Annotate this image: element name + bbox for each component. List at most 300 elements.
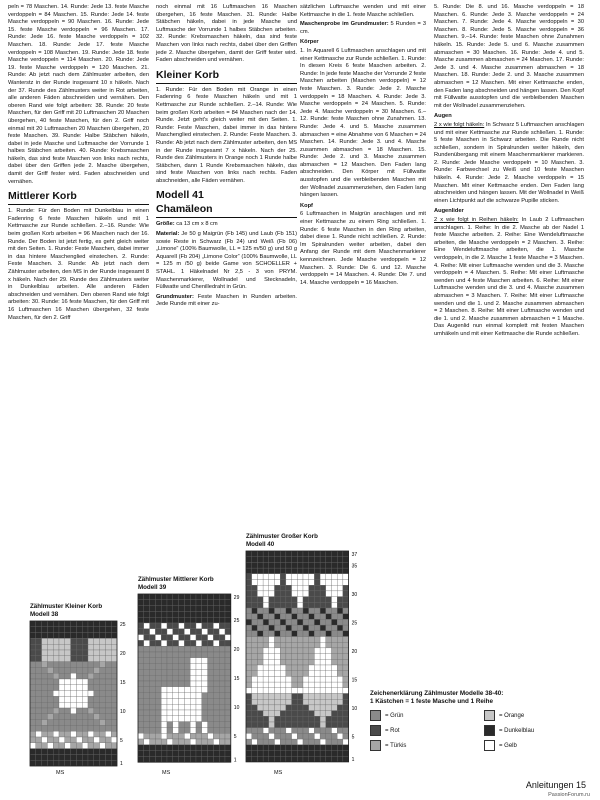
- chart-small-cell: [53, 749, 59, 755]
- chart-small-cell: [105, 650, 111, 656]
- chart-large-cell: [263, 591, 269, 597]
- chart-large-cell: [269, 648, 275, 654]
- chart-large-cell: [269, 671, 275, 677]
- chart-medium-cell: [155, 623, 161, 629]
- chart-large-cell: [286, 568, 292, 574]
- chart-small-cell: [76, 708, 82, 714]
- chart-large-cell: [332, 631, 338, 637]
- chart-medium-cell: [150, 594, 156, 600]
- chart-small-cell: [82, 760, 88, 766]
- chart-medium-cell: [167, 722, 173, 728]
- chart-small-cell: [59, 743, 65, 749]
- chart-small-cell: [47, 662, 53, 668]
- chart-medium-cell: [167, 745, 173, 751]
- chart-medium-cell: [150, 600, 156, 606]
- chart-large-cell: [326, 699, 332, 705]
- chart-medium-row-tick: 25: [233, 618, 240, 625]
- chart-large-cell: [280, 631, 286, 637]
- chart-large-cell: [303, 665, 309, 671]
- chart-large-cell: [332, 642, 338, 648]
- gauge-text: Maschenprobe im Grundmuster: 5 Runden = 3 cm.: [300, 21, 426, 35]
- chart-medium-cell: [167, 611, 173, 617]
- chart-medium-cell: [225, 640, 231, 646]
- chart-large-cell: [303, 602, 309, 608]
- chart-medium-cell: [138, 739, 144, 745]
- chart-small-cell: [53, 621, 59, 627]
- chart-medium-cell: [208, 652, 214, 658]
- chart-small-cell: [59, 749, 65, 755]
- chart-medium-cell: [150, 629, 156, 635]
- chart-large-cell: [303, 751, 309, 757]
- chart-large-cell: [246, 756, 252, 762]
- chart-medium-cell: [167, 669, 173, 675]
- chart-medium-cell: [219, 751, 225, 757]
- chart-large-cell: [297, 682, 303, 688]
- chart-small-cell: [94, 708, 100, 714]
- chart-medium-cell: [184, 635, 190, 641]
- chart-large-cell: [314, 659, 320, 665]
- chart-large-cell: [332, 597, 338, 603]
- chart-medium-cell: [213, 669, 219, 675]
- chart-medium-cell: [179, 710, 185, 716]
- chart-medium-cell: [167, 751, 173, 757]
- chart-large-cell: [280, 585, 286, 591]
- chart-medium-cell: [144, 716, 150, 722]
- chart-medium-cell: [196, 611, 202, 617]
- chart-large-cell: [252, 722, 258, 728]
- chart-small-cell: [30, 702, 36, 708]
- chart-medium-cell: [150, 623, 156, 629]
- chart-large-cell: [343, 676, 349, 682]
- chart-medium-cell: [179, 751, 185, 757]
- chart-large-cell: [332, 659, 338, 665]
- chart-large-cell: [275, 574, 281, 580]
- chart-medium-cell: [213, 594, 219, 600]
- chart-medium-cell: [190, 733, 196, 739]
- chart-medium-cell: [155, 646, 161, 652]
- chart-large-cell: [343, 699, 349, 705]
- chart-large-cell: [252, 637, 258, 643]
- pattern-continued-text: sätzlichen Luftmasche wenden und mit einer Kettmasche in die 1. feste Masche schließen.: [300, 4, 426, 18]
- footer-label: Anleitungen: [525, 780, 574, 790]
- chart-large-cell: [309, 756, 315, 762]
- chart-small-cell: [100, 691, 106, 697]
- chart-large-cell: [314, 756, 320, 762]
- chart-small-cell: [36, 638, 42, 644]
- chart-medium-cell: [179, 658, 185, 664]
- chart-medium-cell: [179, 611, 185, 617]
- chart-large-cell: [280, 608, 286, 614]
- chart-medium-cell: [208, 681, 214, 687]
- chart-large-cell: [257, 654, 263, 660]
- chart-large-cell: [337, 671, 343, 677]
- chart-small-cell: [65, 696, 71, 702]
- chart-small-title: Zählmuster Kleiner Korb Modell 38: [30, 603, 103, 618]
- chart-large-cell: [309, 659, 315, 665]
- chart-large-cell: [275, 756, 281, 762]
- chart-large-cell: [286, 705, 292, 711]
- chart-medium-cell: [196, 745, 202, 751]
- chart-large-cell: [263, 659, 269, 665]
- chart-small-cell: [100, 656, 106, 662]
- chart-small-cell: [59, 650, 65, 656]
- chart-large-cell: [275, 728, 281, 734]
- chart-large-cell: [286, 699, 292, 705]
- chart-small-cell: [42, 754, 48, 760]
- chart-medium-cell: [179, 669, 185, 675]
- chart-large-cell: [297, 614, 303, 620]
- chart-small-cell: [30, 696, 36, 702]
- chart-medium-cell: [173, 658, 179, 664]
- chart-medium-cell: [155, 600, 161, 606]
- chart-medium-cell: [184, 623, 190, 629]
- chart-large-cell: [263, 619, 269, 625]
- chart-large-cell: [280, 580, 286, 586]
- chart-large-cell: [263, 585, 269, 591]
- chart-medium-cell: [219, 664, 225, 670]
- chart-medium-cell: [144, 635, 150, 641]
- chart-medium-cell: [190, 664, 196, 670]
- chart-large-cell: [337, 654, 343, 660]
- chart-medium-cell: [179, 739, 185, 745]
- chart-large-cell: [314, 694, 320, 700]
- chart-large-cell: [326, 654, 332, 660]
- chart-large-cell: [275, 580, 281, 586]
- column-2: [156, 4, 297, 311]
- chart-large-cell: [326, 671, 332, 677]
- chart-medium-cell: [208, 617, 214, 623]
- chart-large-cell: [320, 728, 326, 734]
- chart-small-cell: [42, 720, 48, 726]
- chart-large-cell: [326, 591, 332, 597]
- chart-medium-cell: [213, 722, 219, 728]
- chart-medium-cell: [225, 606, 231, 612]
- chart-large-cell: [275, 585, 281, 591]
- chart-medium-cell: [144, 594, 150, 600]
- chart-large-cell: [303, 728, 309, 734]
- chart-medium-cell: [190, 739, 196, 745]
- chart-small-cell: [105, 696, 111, 702]
- chart-large-basket: [246, 533, 318, 548]
- chart-small-cell: [111, 667, 117, 673]
- chart-small-cell: [36, 702, 42, 708]
- chart-large-cell: [275, 676, 281, 682]
- chart-medium-cell: [202, 675, 208, 681]
- chart-small-cell: [53, 737, 59, 743]
- chart-medium-cell: [213, 646, 219, 652]
- chart-large-cell: [314, 619, 320, 625]
- chart-large-cell: [343, 756, 349, 762]
- chart-medium-cell: [155, 756, 161, 762]
- chart-medium-cell: [150, 640, 156, 646]
- chart-small-cell: [94, 638, 100, 644]
- chart-small-cell: [105, 760, 111, 766]
- chart-large-cell: [297, 705, 303, 711]
- chart-small-cell: [94, 673, 100, 679]
- chart-large-cell: [292, 568, 298, 574]
- chart-small-cell: [88, 638, 94, 644]
- chart-small-cell: [71, 662, 77, 668]
- detail-pattern: Grundmuster: Feste Maschen in Runden arbeiten. Jede Runde mit einer zu-: [156, 293, 297, 308]
- chart-large-cell: [280, 659, 286, 665]
- chart-large-cell: [337, 676, 343, 682]
- chart-medium-cell: [208, 658, 214, 664]
- chart-medium-cell: [213, 652, 219, 658]
- chart-large-cell: [263, 654, 269, 660]
- chart-small-cell: [47, 720, 53, 726]
- body-instructions: 1. In Aquarell 6 Luftmaschen anschlagen und mit einer Kettmasche zur Runde schließen. 1. Runde: In diesen Kreis 6 feste Maschen arbeiten. 2. Runde: In jede feste Masche der Vorrunde 2 feste Maschen arbeiten (Maschen verdoppeln) = 12 feste Maschen. 3. Runde: Jede 2. Masche verdoppeln = 18 Maschen. 4. Runde: Jede 3. Masche verdoppeln = 24 Maschen. 5. Runde: Jede 4. Masche verdoppeln = 30 Maschen. 6.–12. Runde: feste Maschen ohne Zunahmen. 13. Runde: Jede 4. und 5. Masche zusammen abmaschen = eine Abnahme von 6 Maschen = 24 Maschen. 14. Runde: Jede 3. und 4. Masche zusammen abmaschen = 18 Maschen. 15. Runde: Jede 2. und 3. Masche zusammen abmaschen = 12 Maschen. Den Faden lang abschneiden. Den Körper mit Füllwatte ausstopfen und die verbleibenden Maschen mit der Wollnadel zusammenziehen, den Faden lang hängen lassen.: [300, 47, 426, 199]
- page-footer: [526, 780, 586, 790]
- chart-small-cell: [94, 696, 100, 702]
- chart-large-cell: [297, 557, 303, 563]
- chart-large-cell: [343, 642, 349, 648]
- chart-large-cell: [326, 602, 332, 608]
- chart-medium-cell: [190, 617, 196, 623]
- chart-large-cell: [252, 591, 258, 597]
- chart-medium-cell: [196, 623, 202, 629]
- chart-medium-cell: [225, 646, 231, 652]
- chart-large-cell: [252, 739, 258, 745]
- chart-small-cell: [53, 685, 59, 691]
- chart-large-cell: [246, 580, 252, 586]
- chart-small-cell: [100, 667, 106, 673]
- chart-large-cell: [269, 756, 275, 762]
- chart-medium-cell: [184, 722, 190, 728]
- chart-large-row-tick: 5: [351, 734, 355, 741]
- chart-large-cell: [269, 745, 275, 751]
- chart-medium-cell: [184, 756, 190, 762]
- chart-medium-cell: [219, 635, 225, 641]
- chart-medium-cell: [219, 594, 225, 600]
- chart-medium-cell: [161, 704, 167, 710]
- chart-medium-cell: [179, 629, 185, 635]
- chart-large-cell: [309, 562, 315, 568]
- chart-large-cell: [257, 659, 263, 665]
- chart-large-cell: [314, 591, 320, 597]
- chart-small-cell: [65, 621, 71, 627]
- chart-large-cell: [297, 551, 303, 557]
- chart-medium-cell: [219, 756, 225, 762]
- chart-large-cell: [275, 682, 281, 688]
- chart-large-cell: [280, 642, 286, 648]
- chart-large-cell: [252, 733, 258, 739]
- chart-large-cell: [297, 716, 303, 722]
- chart-large-cell: [297, 739, 303, 745]
- chart-medium-cell: [167, 681, 173, 687]
- chart-large-cell: [303, 642, 309, 648]
- chart-small-cell: [36, 725, 42, 731]
- chart-large-cell: [252, 659, 258, 665]
- chart-large-cell: [275, 608, 281, 614]
- chart-large-cell: [332, 557, 338, 563]
- chart-medium-cell: [213, 658, 219, 664]
- chart-large-cell: [343, 705, 349, 711]
- chart-large-cell: [320, 625, 326, 631]
- chart-large-cell: [292, 688, 298, 694]
- chart-large-cell: [257, 614, 263, 620]
- chart-medium-cell: [208, 756, 214, 762]
- chart-small-cell: [30, 627, 36, 633]
- chart-medium-cell: [190, 756, 196, 762]
- chart-small-cell: [71, 673, 77, 679]
- chart-small-cell: [59, 720, 65, 726]
- chart-large-cell: [257, 591, 263, 597]
- chart-small-cell: [88, 679, 94, 685]
- chart-medium-cell: [219, 710, 225, 716]
- chart-large-cell: [246, 642, 252, 648]
- chart-large-cell: [292, 705, 298, 711]
- chart-small-cell: [100, 725, 106, 731]
- chart-large-cell: [320, 688, 326, 694]
- chart-large-cell: [309, 602, 315, 608]
- chart-large-cell: [297, 733, 303, 739]
- chart-small-cell: [88, 644, 94, 650]
- chart-medium-cell: [225, 739, 231, 745]
- chart-large-cell: [269, 682, 275, 688]
- chart-large-cell: [286, 682, 292, 688]
- chart-large-cell: [280, 739, 286, 745]
- chart-small-cell: [71, 679, 77, 685]
- chart-large-cell: [269, 597, 275, 603]
- chart-medium-cell: [190, 727, 196, 733]
- chart-large-cell: [326, 585, 332, 591]
- chart-medium-cell: [167, 652, 173, 658]
- chart-large-cell: [343, 557, 349, 563]
- chart-medium-cell: [167, 646, 173, 652]
- chart-large-cell: [263, 551, 269, 557]
- chart-large-cell: [337, 562, 343, 568]
- chart-medium-cell: [155, 745, 161, 751]
- chart-medium-cell: [144, 669, 150, 675]
- chart-medium-cell: [184, 606, 190, 612]
- chart-large-cell: [257, 722, 263, 728]
- chart-large-cell: [263, 557, 269, 563]
- chart-large-cell: [297, 751, 303, 757]
- chart-large-cell: [314, 597, 320, 603]
- chart-large-cell: [332, 728, 338, 734]
- chart-large-cell: [280, 625, 286, 631]
- chart-medium-cell: [225, 635, 231, 641]
- chart-small-cell: [36, 696, 42, 702]
- chart-small-cell: [100, 644, 106, 650]
- chart-small-cell: [59, 725, 65, 731]
- chart-large-cell: [326, 580, 332, 586]
- head-continued-text: 5. Runde: Die 8. und 16. Masche verdoppeln = 18 Maschen. 6. Runde: Jede 3. Masche verdoppeln = 24 Maschen. 7. Runde: Jede 4. Masche verdoppeln = 30 Maschen. 8. Runde: Jede 5. Masche verdoppeln = 36 Maschen. 9.–14. Runde: feste Maschen ohne Zunahmen häkeln. 15. Runde: Jede 5. und 6. Masche zusammen abmaschen = 30 Maschen. 16. Runde: Jede 4. und 5. Masche zusammen abmaschen = 24 Maschen. 17. Runde: Jede 3. und 4. Masche zusammen abmaschen = 18 Maschen. 18. Runde: Jede 2. und 3. Masche zusammen abmaschen = 12 Maschen. Mit einer Kettmasche enden, den Faden lang abschneiden und hängen lassen. Den Kopf mit Füllwatte ausstopfen und die verbleibenden Maschen mit der Wollnadel zusammenziehen.: [434, 4, 584, 109]
- chart-medium-cell: [144, 727, 150, 733]
- chart-medium-cell: [155, 664, 161, 670]
- chart-large-cell: [309, 597, 315, 603]
- chart-large-row-tick: 10: [351, 705, 358, 712]
- chart-medium-cell: [138, 681, 144, 687]
- chart-large-cell: [303, 688, 309, 694]
- chart-large-cell: [343, 751, 349, 757]
- chart-small-cell: [36, 714, 42, 720]
- chart-small-cell: [82, 685, 88, 691]
- chart-small-cell: [42, 650, 48, 656]
- chart-medium-cell: [173, 681, 179, 687]
- chart-large-cell: [320, 597, 326, 603]
- chart-medium-cell: [184, 594, 190, 600]
- chart-medium-cell: [202, 646, 208, 652]
- chart-medium-cell: [225, 698, 231, 704]
- chart-medium-cell: [173, 693, 179, 699]
- chart-small-cell: [65, 720, 71, 726]
- chart-large-cell: [257, 682, 263, 688]
- chart-small-cell: [71, 691, 77, 697]
- chart-large-cell: [343, 739, 349, 745]
- chart-large-cell: [286, 728, 292, 734]
- chart-large-cell: [320, 676, 326, 682]
- chart-medium-cell: [144, 756, 150, 762]
- chart-large-cell: [343, 608, 349, 614]
- chart-large-cell: [292, 694, 298, 700]
- chart-medium-cell: [202, 716, 208, 722]
- chart-medium-cell: [196, 681, 202, 687]
- chart-small-row-tick: 5: [120, 737, 123, 744]
- chart-large-cell: [343, 637, 349, 643]
- chart-large-ms-label: MS: [274, 770, 283, 776]
- chart-large-cell: [263, 739, 269, 745]
- chart-small-cell: [88, 731, 94, 737]
- chart-large-cell: [280, 637, 286, 643]
- chart-medium-cell: [150, 646, 156, 652]
- chart-medium-cell: [138, 716, 144, 722]
- chart-medium-cell: [155, 658, 161, 664]
- chart-large-cell: [246, 562, 252, 568]
- chart-medium-cell: [196, 704, 202, 710]
- chart-small-cell: [76, 650, 82, 656]
- chart-medium-cell: [144, 640, 150, 646]
- chart-medium-cell: [161, 640, 167, 646]
- chart-large-cell: [263, 688, 269, 694]
- chart-large-cell: [343, 733, 349, 739]
- chart-large-cell: [297, 688, 303, 694]
- chart-medium-cell: [184, 704, 190, 710]
- chart-large-cell: [309, 551, 315, 557]
- chart-medium-cell: [225, 704, 231, 710]
- chart-small-cell: [36, 662, 42, 668]
- chart-medium-cell: [219, 687, 225, 693]
- chart-small-cell: [76, 667, 82, 673]
- chart-large-row-tick: 20: [351, 648, 358, 655]
- chart-small-cell: [82, 656, 88, 662]
- chart-large-cell: [252, 568, 258, 574]
- chart-large-cell: [320, 557, 326, 563]
- chart-medium-cell: [138, 704, 144, 710]
- chart-medium-cell: [184, 698, 190, 704]
- chart-medium-cell: [208, 606, 214, 612]
- chart-medium-cell: [225, 664, 231, 670]
- chart-large-cell: [343, 745, 349, 751]
- chart-small-cell: [111, 702, 117, 708]
- chart-large-cell: [257, 699, 263, 705]
- chart-medium-cell: [144, 710, 150, 716]
- chart-large-cell: [246, 665, 252, 671]
- chart-medium-cell: [173, 635, 179, 641]
- chart-large-cell: [263, 580, 269, 586]
- chart-large-cell: [292, 631, 298, 637]
- chart-small-cell: [82, 679, 88, 685]
- chart-medium-cell: [213, 751, 219, 757]
- chart-medium-cell: [179, 675, 185, 681]
- chart-medium-cell: [155, 751, 161, 757]
- chart-small-cell: [105, 737, 111, 743]
- chart-medium-cell: [161, 710, 167, 716]
- chart-large-cell: [337, 551, 343, 557]
- chart-large-cell: [257, 551, 263, 557]
- chart-small-cell: [47, 725, 53, 731]
- chart-small-cell: [36, 731, 42, 737]
